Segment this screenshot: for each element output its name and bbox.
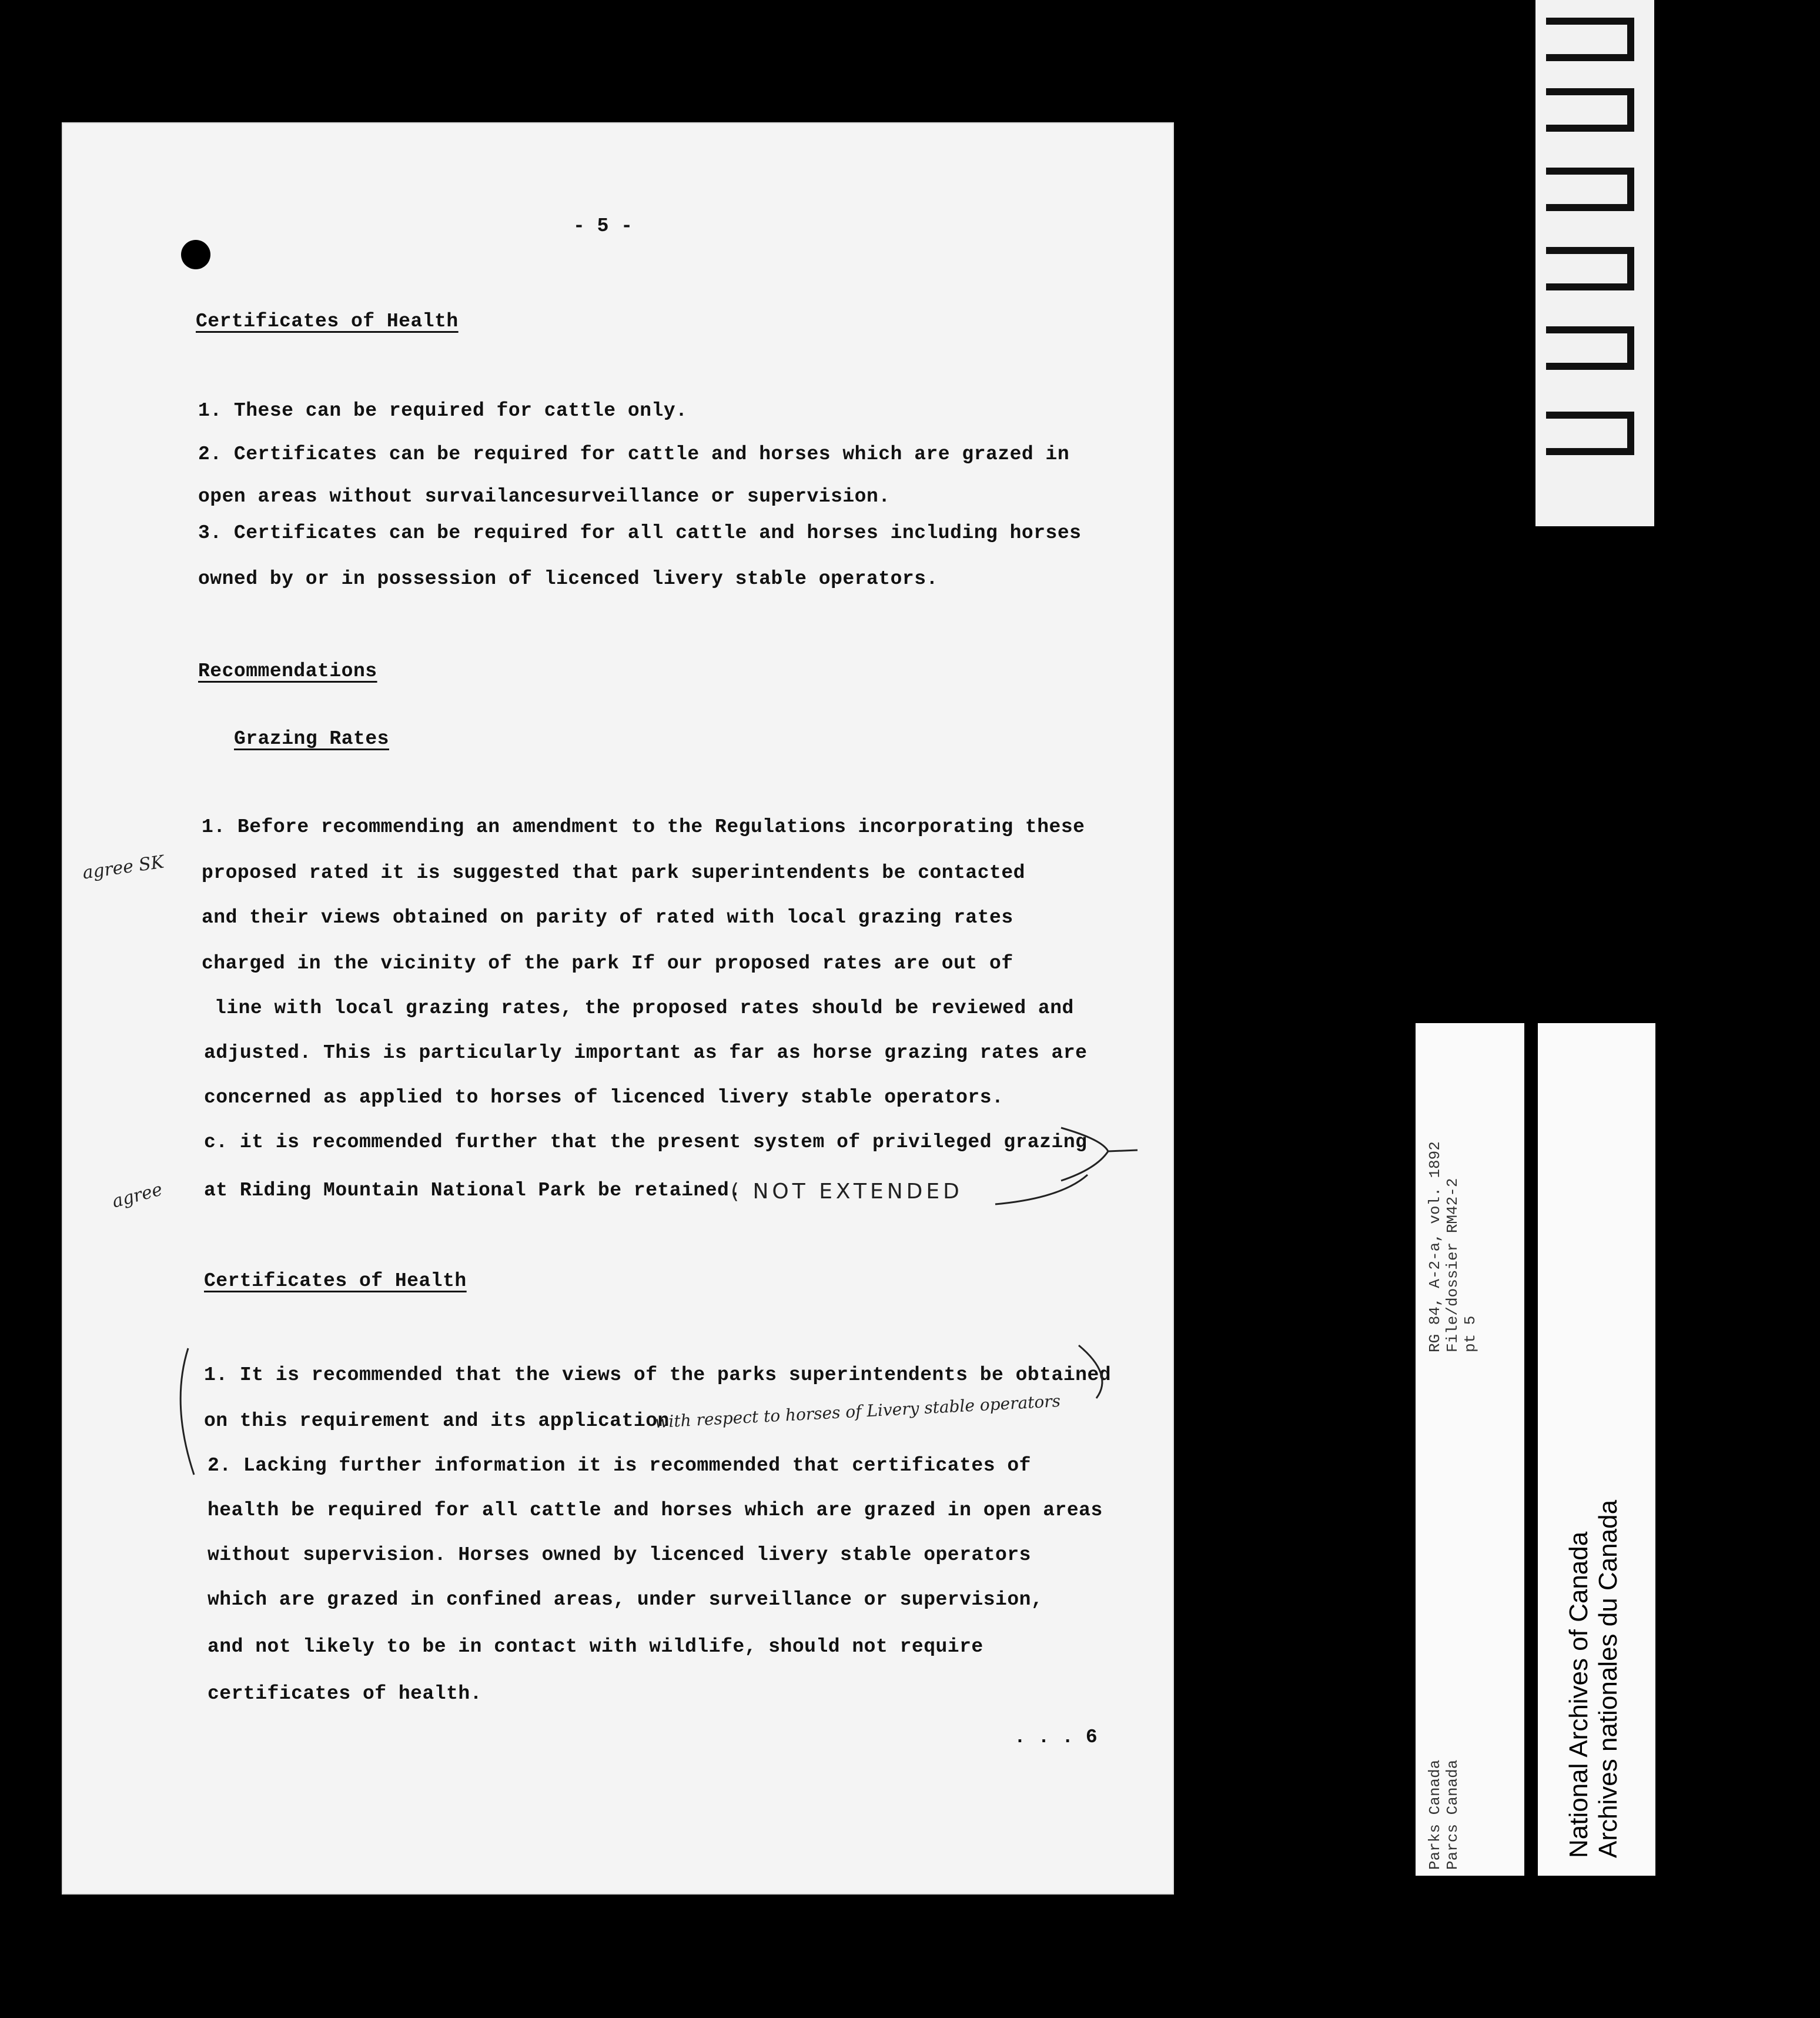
text-line: 1. These can be required for cattle only. <box>198 400 688 422</box>
section-heading-recommendations: Recommendations <box>198 660 377 682</box>
handwritten-insertion: with respect to horses of Livery stable operators <box>654 1391 1061 1432</box>
document-page <box>62 122 1174 1895</box>
archive-reference: RG 84, A-2-a, vol. 1892 File/dossier RM42-2 pt 5 <box>1426 1141 1479 1352</box>
text-line: health be required for all cattle and horses which are grazed in open areas <box>208 1499 1103 1521</box>
subheading-grazing-rates: Grazing Rates <box>234 728 389 750</box>
text-line: on this requirement and its application <box>204 1410 670 1432</box>
text-line: 2. Certificates can be required for cattle and horses which are grazed in <box>198 443 1070 465</box>
text-line: c. it is recommended further that the present system of privileged grazing <box>204 1131 1088 1153</box>
text-line: line with local grazing rates, the proposed rates should be reviewed and <box>215 997 1074 1019</box>
text-line: concerned as applied to horses of licenced livery stable operators. <box>204 1087 1004 1108</box>
text-line: without supervision. Horses owned by licenced livery stable operators <box>208 1544 1031 1566</box>
text-line: open areas without survailancesurveillance or supervision. <box>198 486 891 507</box>
text-line: 1. It is recommended that the views of the parks superintendents be obtained <box>204 1364 1112 1386</box>
counter-digit <box>1546 247 1634 290</box>
page-number: - 5 - <box>573 215 633 237</box>
section-heading-certificates-2: Certificates of Health <box>204 1270 467 1292</box>
text-line: owned by or in possession of licenced livery stable operators. <box>198 568 938 590</box>
text-line: 2. Lacking further information it is recommended that certificates of <box>208 1455 1031 1476</box>
counter-digit <box>1546 88 1634 132</box>
microfilm-frame-counter <box>1535 0 1654 526</box>
text-line: charged in the vicinity of the park If our proposed rates are out of <box>202 953 1013 974</box>
text-line: 3. Certificates can be required for all cattle and horses including horses <box>198 522 1082 544</box>
text-line: which are grazed in confined areas, under surveillance or supervision, <box>208 1589 1043 1611</box>
archives-label-strip <box>1538 1023 1655 1876</box>
counter-digit <box>1546 168 1634 211</box>
archives-name: National Archives of Canada Archives nationales du Canada <box>1564 1499 1622 1858</box>
text-line: at Riding Mountain National Park be retained. <box>204 1180 741 1201</box>
handwritten-margin-note: agree <box>109 1179 165 1212</box>
text-line: certificates of health. <box>208 1683 482 1705</box>
text-line: and their views obtained on parity of rated with local grazing rates <box>202 907 1013 928</box>
archive-label-strip <box>1416 1023 1524 1876</box>
counter-digit <box>1546 412 1634 455</box>
counter-digit <box>1546 326 1634 370</box>
handwritten-not-extended: ( NOT EXTENDED <box>731 1180 963 1204</box>
text-line: 1. Before recommending an amendment to the Regulations incorporating these <box>202 816 1085 838</box>
section-heading-certificates: Certificates of Health <box>196 310 459 332</box>
agency-label: Parks Canada Parcs Canada <box>1426 1759 1461 1870</box>
handwritten-brackets <box>62 122 1174 1895</box>
handwritten-margin-note: agree SK <box>81 851 166 884</box>
continuation-marker: . . . 6 <box>1014 1726 1098 1748</box>
counter-digit <box>1546 18 1634 61</box>
text-line: and not likely to be in contact with wildlife, should not require <box>208 1636 983 1658</box>
text-line: proposed rated it is suggested that park superintendents be contacted <box>202 862 1025 884</box>
text-line: adjusted. This is particularly important as far as horse grazing rates are <box>204 1042 1088 1064</box>
